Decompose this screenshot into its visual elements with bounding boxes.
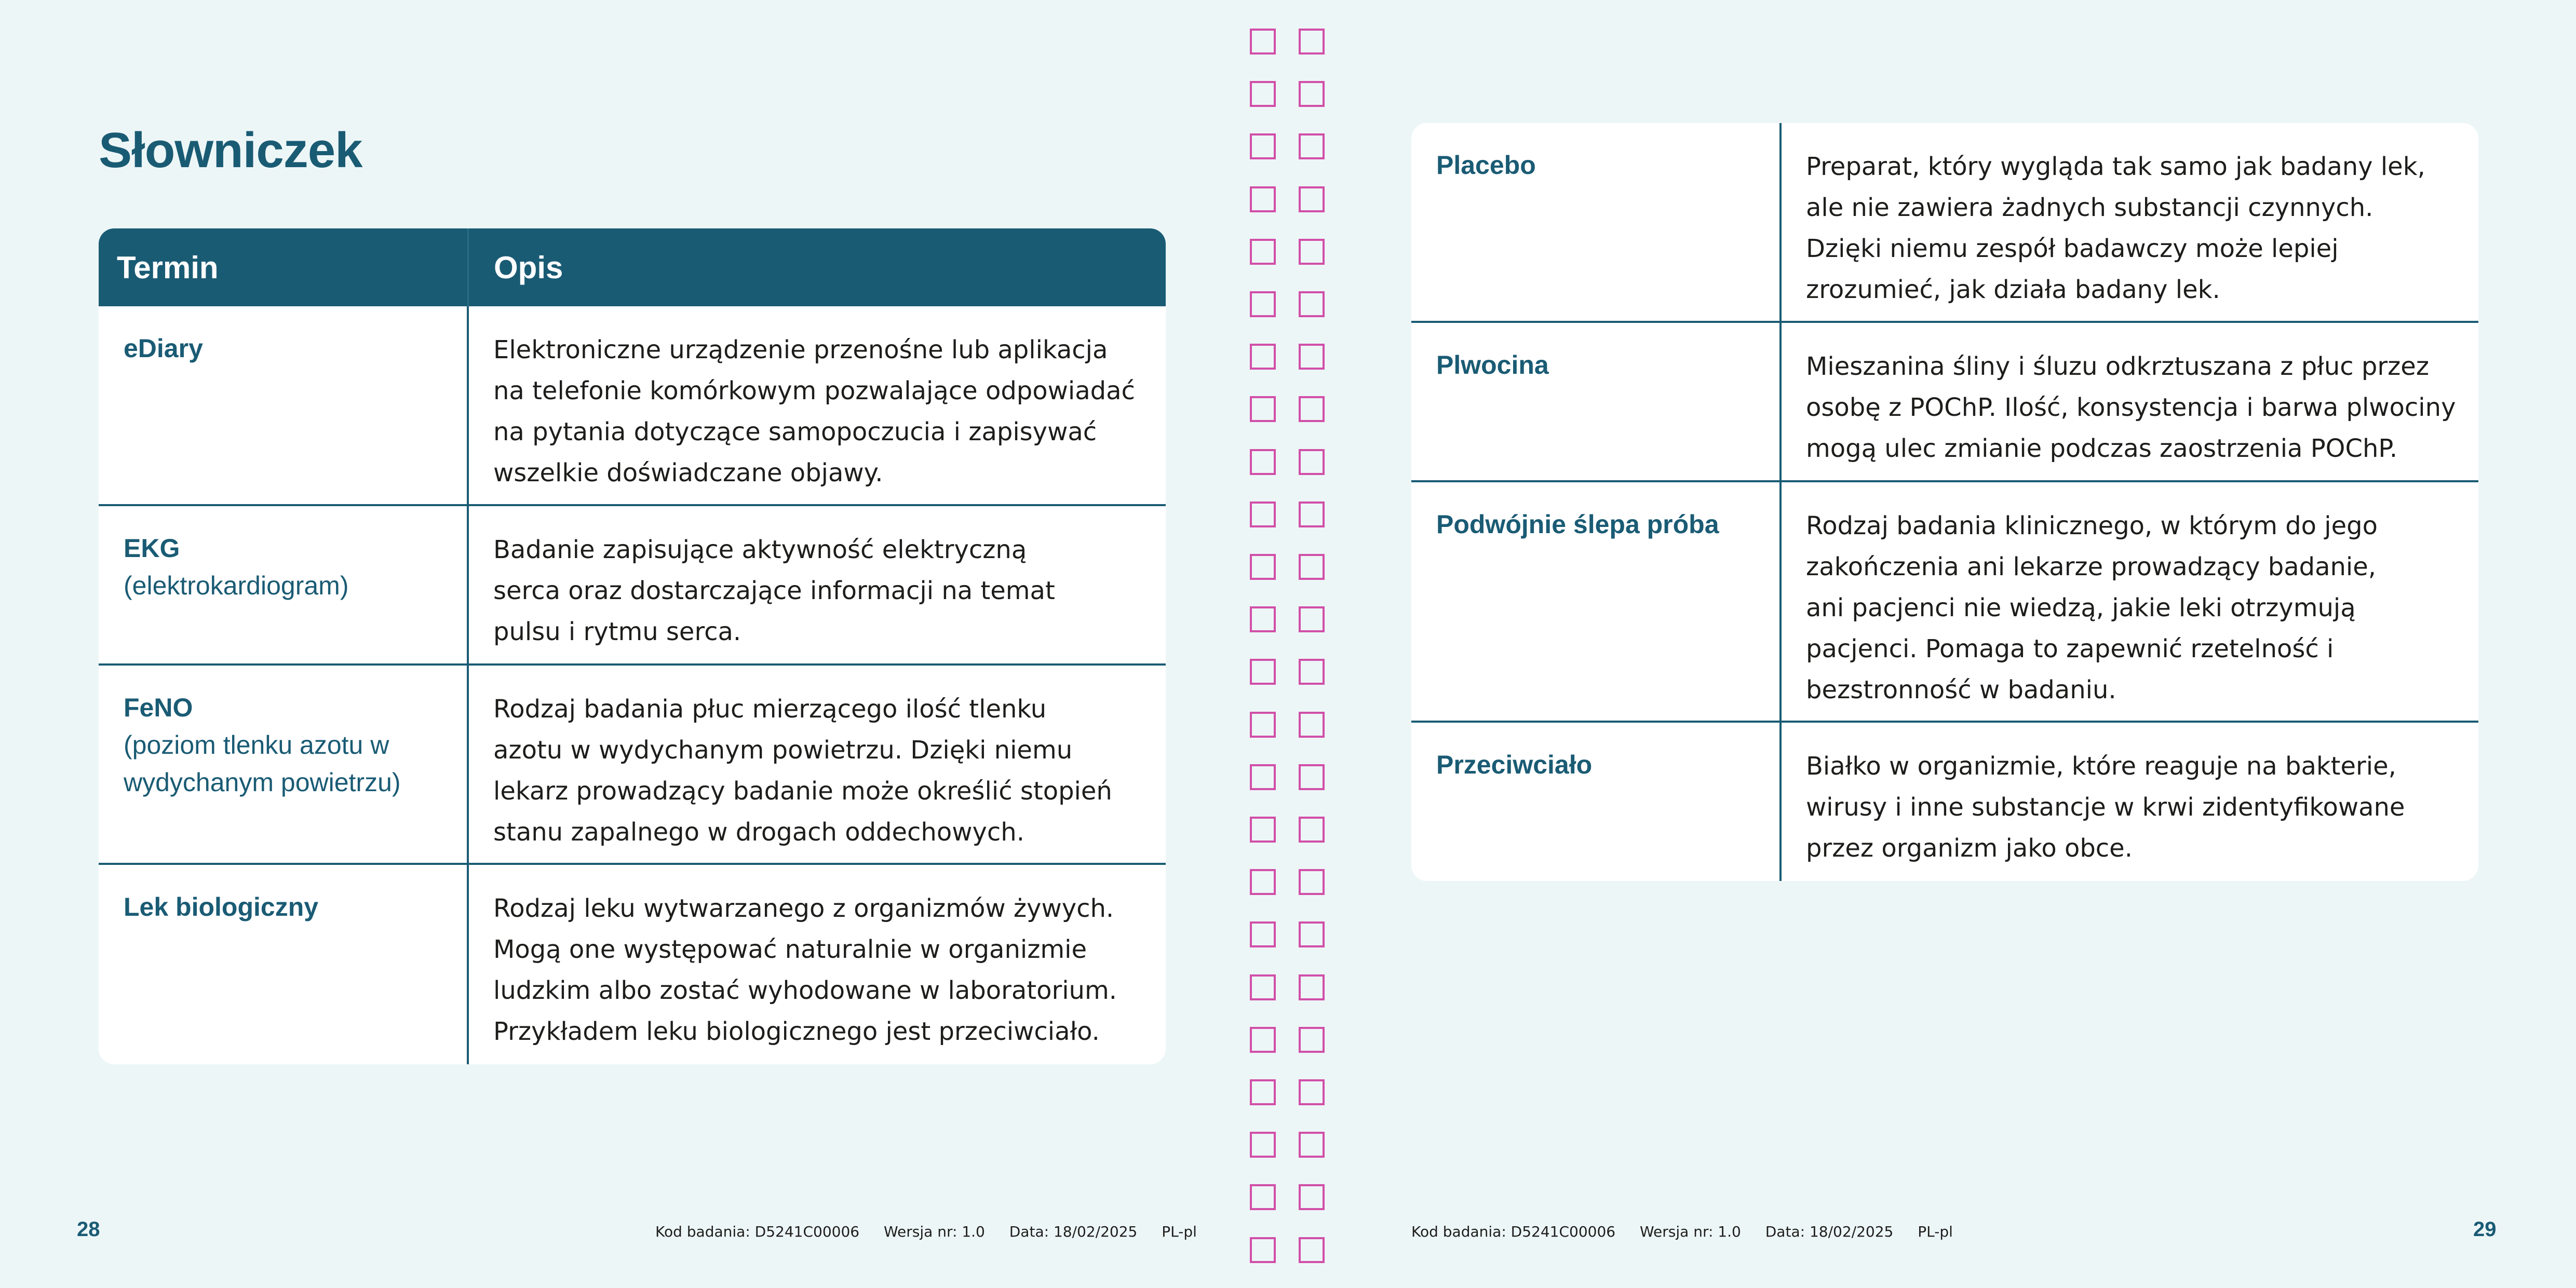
registration-square bbox=[1299, 1237, 1325, 1263]
locale: PL-pl bbox=[1918, 1223, 1953, 1240]
table-row bbox=[99, 506, 1166, 666]
version: Wersja nr: 1.0 bbox=[1640, 1223, 1741, 1240]
footer-meta bbox=[655, 1223, 1197, 1240]
description: Rodzaj leku wytwarzanego z organizmów żywych. Mogą one występować naturalnie w organizmie ludzkim albo zostać wyhodowane w laboratorium. Przykładem leku biologicznego jest przeciwciało. bbox=[493, 894, 1117, 1046]
description: Białko w organizmie, które reaguje na bakterie, wirusy i inne substancje w krwi zidentyfikowane przez organizm jako obce. bbox=[1806, 752, 2405, 863]
registration-square bbox=[1250, 1237, 1276, 1263]
locale: PL-pl bbox=[1162, 1223, 1197, 1240]
description: Rodzaj badania płuc mierzącego ilość tlenku azotu w wydychanym powietrzu. Dzięki niemu lekarz prowadzący badanie może określić stopień stanu zapalnego w drogach oddechowych. bbox=[493, 695, 1112, 847]
table-row bbox=[1411, 723, 2478, 881]
glossary-table-left bbox=[99, 228, 1166, 1064]
registration-square bbox=[1299, 81, 1325, 107]
registration-square bbox=[1250, 764, 1276, 790]
table-header bbox=[99, 228, 1166, 306]
registration-square bbox=[1250, 1184, 1276, 1210]
study-code: Kod badania: D5241C00006 bbox=[1411, 1223, 1616, 1240]
registration-square bbox=[1299, 869, 1325, 895]
registration-marks bbox=[1250, 29, 1328, 1264]
description: Rodzaj badania klinicznego, w którym do jego zakończenia ani lekarze prowadzący badanie, ani pacjenci nie wiedzą, jakie leki otrzymują pacjenci. Pomaga to zapewnić rzetelność i bezstronność w badaniu. bbox=[1806, 511, 2378, 704]
registration-square bbox=[1250, 239, 1276, 265]
registration-square bbox=[1250, 291, 1276, 317]
registration-square bbox=[1250, 449, 1276, 475]
term: Plwocina bbox=[1436, 350, 1549, 379]
glossary-table-right bbox=[1411, 123, 2478, 881]
registration-square bbox=[1250, 817, 1276, 843]
registration-square bbox=[1250, 1027, 1276, 1053]
table-row bbox=[99, 865, 1166, 1064]
registration-square bbox=[1250, 554, 1276, 580]
description: Preparat, który wygląda tak samo jak badany lek, ale nie zawiera żadnych substancji czynnych. Dzięki niemu zespół badawczy może lepiej zrozumieć, jak działa badany lek. bbox=[1806, 152, 2425, 304]
registration-square bbox=[1299, 239, 1325, 265]
registration-square bbox=[1299, 764, 1325, 790]
registration-square bbox=[1250, 396, 1276, 422]
registration-square bbox=[1299, 291, 1325, 317]
registration-square bbox=[1299, 1132, 1325, 1158]
term: EKG bbox=[124, 534, 180, 563]
study-code: Kod badania: D5241C00006 bbox=[655, 1223, 860, 1240]
registration-square bbox=[1250, 1132, 1276, 1158]
table-row bbox=[99, 666, 1166, 865]
page-number: 28 bbox=[77, 1218, 100, 1241]
version: Wersja nr: 1.0 bbox=[884, 1223, 985, 1240]
registration-square bbox=[1250, 186, 1276, 212]
registration-square bbox=[1299, 1079, 1325, 1105]
term: Placebo bbox=[1436, 151, 1536, 180]
registration-square bbox=[1299, 606, 1325, 632]
date: Data: 18/02/2025 bbox=[1765, 1223, 1894, 1240]
registration-square bbox=[1299, 29, 1325, 55]
registration-square bbox=[1250, 81, 1276, 107]
description: Mieszanina śliny i śluzu odkrztuszana z płuc przez osobę z POChP. Ilość, konsystencja i barwa plwociny mogą ulec zmianie podczas zaostrzenia POChP. bbox=[1806, 352, 2456, 463]
term: Przeciwciało bbox=[1436, 750, 1593, 779]
registration-square bbox=[1299, 449, 1325, 475]
registration-square bbox=[1299, 186, 1325, 212]
table-row bbox=[1411, 323, 2478, 482]
registration-square bbox=[1299, 1027, 1325, 1053]
page-number: 29 bbox=[2473, 1218, 2497, 1241]
registration-square bbox=[1250, 344, 1276, 370]
registration-square bbox=[1299, 921, 1325, 947]
registration-square bbox=[1299, 554, 1325, 580]
registration-square bbox=[1250, 921, 1276, 947]
term: Lek biologiczny bbox=[124, 892, 319, 921]
page-title: Słowniczek bbox=[99, 123, 362, 178]
header-description: Opis bbox=[494, 250, 563, 285]
registration-square bbox=[1250, 974, 1276, 1000]
registration-square bbox=[1299, 817, 1325, 843]
registration-square bbox=[1250, 869, 1276, 895]
registration-square bbox=[1250, 606, 1276, 632]
term: FeNO bbox=[124, 693, 193, 722]
registration-square bbox=[1250, 659, 1276, 685]
registration-square bbox=[1299, 1184, 1325, 1210]
term: eDiary bbox=[124, 334, 203, 363]
registration-square bbox=[1250, 133, 1276, 159]
term: Podwójnie ślepa próba bbox=[1436, 510, 1719, 539]
table-row bbox=[99, 306, 1166, 506]
registration-square bbox=[1250, 1079, 1276, 1105]
date: Data: 18/02/2025 bbox=[1009, 1223, 1138, 1240]
description: Elektroniczne urządzenie przenośne lub aplikacja na telefonie komórkowym pozwalające odpowiadać na pytania dotyczące samopoczucia i zapisywać wszelkie doświadczane objawy. bbox=[493, 335, 1135, 487]
header-term: Termin bbox=[99, 228, 469, 306]
footer-meta bbox=[1411, 1223, 1953, 1240]
registration-square bbox=[1299, 133, 1325, 159]
term-subtitle: wydychanym powietrzu) bbox=[124, 768, 401, 797]
registration-square bbox=[1299, 712, 1325, 738]
registration-square bbox=[1299, 344, 1325, 370]
registration-square bbox=[1299, 396, 1325, 422]
registration-square bbox=[1299, 501, 1325, 527]
left-page bbox=[0, 0, 1246, 1288]
term-subtitle: (poziom tlenku azotu w bbox=[124, 730, 389, 760]
registration-square bbox=[1250, 29, 1276, 55]
term-subtitle: (elektrokardiogram) bbox=[124, 571, 349, 600]
description: Badanie zapisujące aktywność elektryczną serca oraz dostarczające informacji na temat pulsu i rytmu serca. bbox=[493, 535, 1055, 646]
registration-square bbox=[1250, 712, 1276, 738]
table-row bbox=[1411, 123, 2478, 323]
registration-square bbox=[1299, 659, 1325, 685]
registration-square bbox=[1250, 501, 1276, 527]
registration-square bbox=[1299, 974, 1325, 1000]
table-row bbox=[1411, 482, 2478, 723]
